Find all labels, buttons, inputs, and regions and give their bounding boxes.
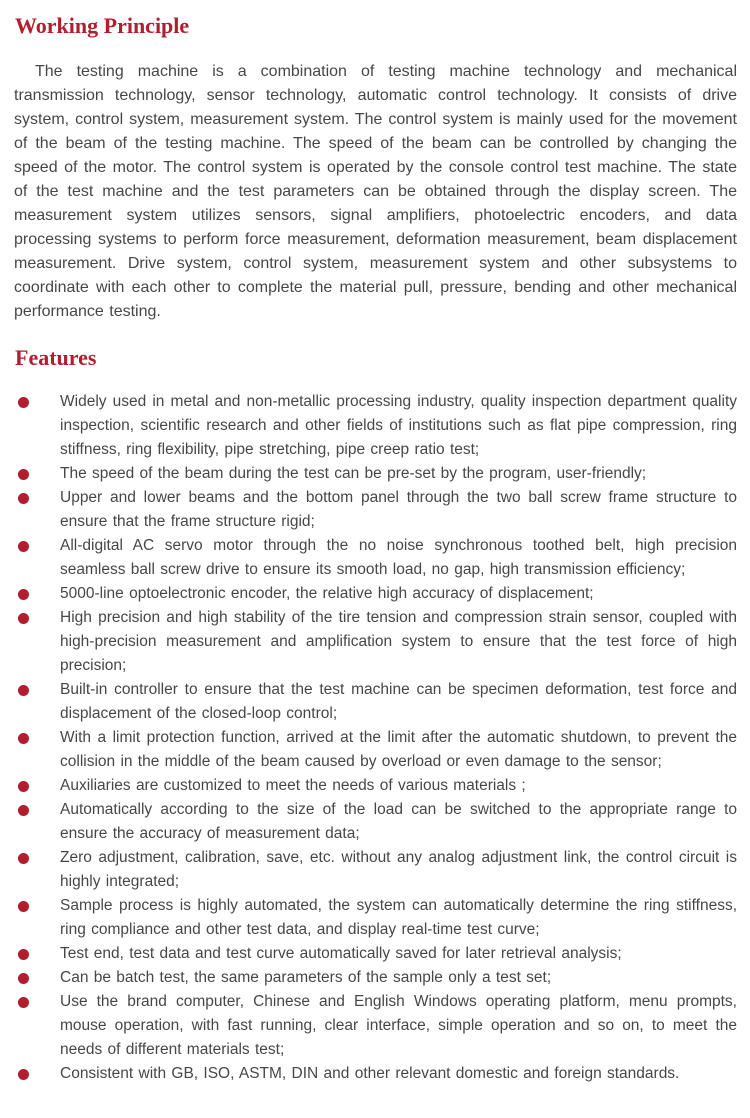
- feature-item-text: 5000-line optoelectronic encoder, the relative high accuracy of displacement;: [60, 585, 594, 602]
- working-principle-heading: Working Principle: [15, 13, 190, 38]
- feature-list-item: [14, 582, 737, 606]
- feature-item-text: Built-in controller to ensure that the test machine can be specimen deformation, test force and displacement of the closed-loop control;: [60, 681, 737, 722]
- working-principle-paragraph: The testing machine is a combination of testing machine technology and mechanical transmission technology, sensor technology, automatic control technology. It consists of drive system, control system, measurement system. The control system is mainly used for the movement of the beam of the testing machine. The speed of the beam can be controlled by changing the speed of the motor. The control system is operated by the console control test machine. The state of the test machine and the test parameters can be obtained through the display screen. The measurement system utilizes sensors, signal amplifiers, photoelectric encoders, and data processing systems to perform force measurement, deformation measurement, beam displacement measurement. Drive system, control system, measurement system and other subsystems to coordinate with each other to complete the material pull, pressure, bending and other mechanical performance testing.: [14, 63, 737, 320]
- feature-list-item: [14, 846, 737, 894]
- feature-list-item: [14, 606, 737, 678]
- features-list: [14, 390, 737, 1086]
- feature-list-item: [14, 1062, 737, 1086]
- bullet-icon: [18, 997, 29, 1008]
- feature-item-text: Upper and lower beams and the bottom panel through the two ball screw frame structure to ensure that the frame structure rigid;: [60, 489, 737, 530]
- feature-list-item: [14, 966, 737, 990]
- feature-item-text: Use the brand computer, Chinese and English Windows operating platform, menu prompts, mouse operation, with fast running, clear interface, simple operation and so on, to meet the needs of different materials test;: [60, 993, 737, 1058]
- bullet-icon: [18, 589, 29, 600]
- feature-item-text: Widely used in metal and non-metallic processing industry, quality inspection department quality inspection, scientific research and other fields of institutions such as flat pipe compression, ring stiffness, ring flexibility, pipe stretching, pipe creep ratio test;: [60, 393, 737, 458]
- bullet-icon: [18, 613, 29, 624]
- feature-item-text: Can be batch test, the same parameters of the sample only a test set;: [60, 969, 552, 986]
- features-heading: Features: [15, 345, 97, 370]
- bullet-icon: [18, 397, 29, 408]
- feature-item-text: Zero adjustment, calibration, save, etc. without any analog adjustment link, the control circuit is highly integrated;: [60, 849, 737, 890]
- feature-list-item: [14, 462, 737, 486]
- feature-item-text: Auxiliaries are customized to meet the needs of various materials ;: [60, 777, 526, 794]
- feature-item-text: Consistent with GB, ISO, ASTM, DIN and other relevant domestic and foreign standards.: [60, 1065, 680, 1082]
- feature-item-text: Automatically according to the size of the load can be switched to the appropriate range to ensure the accuracy of measurement data;: [60, 801, 737, 842]
- feature-item-text: Test end, test data and test curve automatically saved for later retrieval analysis;: [60, 945, 622, 962]
- feature-list-item: [14, 486, 737, 534]
- feature-list-item: [14, 774, 737, 798]
- feature-list-item: [14, 390, 737, 462]
- bullet-icon: [18, 685, 29, 696]
- feature-list-item: [14, 894, 737, 942]
- bullet-icon: [18, 973, 29, 984]
- feature-list-item: [14, 678, 737, 726]
- feature-list-item: [14, 990, 737, 1062]
- feature-list-item: [14, 534, 737, 582]
- bullet-icon: [18, 805, 29, 816]
- feature-list-item: [14, 726, 737, 774]
- bullet-icon: [18, 1069, 29, 1080]
- feature-item-text: High precision and high stability of the tire tension and compression strain sensor, coupled with high-precision measurement and amplification system to ensure that the test force of high precision;: [60, 609, 737, 674]
- bullet-icon: [18, 733, 29, 744]
- bullet-icon: [18, 949, 29, 960]
- bullet-icon: [18, 781, 29, 792]
- bullet-icon: [18, 541, 29, 552]
- feature-list-item: [14, 798, 737, 846]
- feature-list-item: [14, 942, 737, 966]
- bullet-icon: [18, 469, 29, 480]
- feature-item-text: With a limit protection function, arrived at the limit after the automatic shutdown, to prevent the collision in the middle of the beam caused by overload or even damage to the sensor;: [60, 729, 737, 770]
- feature-item-text: Sample process is highly automated, the system can automatically determine the ring stiffness, ring compliance and other test data, and display real-time test curve;: [60, 897, 737, 938]
- feature-item-text: All-digital AC servo motor through the no noise synchronous toothed belt, high precision seamless ball screw drive to ensure its smooth load, no gap, high transmission efficiency;: [60, 537, 737, 578]
- bullet-icon: [18, 853, 29, 864]
- feature-item-text: The speed of the beam during the test can be pre-set by the program, user-friendly;: [60, 465, 647, 482]
- bullet-icon: [18, 493, 29, 504]
- bullet-icon: [18, 901, 29, 912]
